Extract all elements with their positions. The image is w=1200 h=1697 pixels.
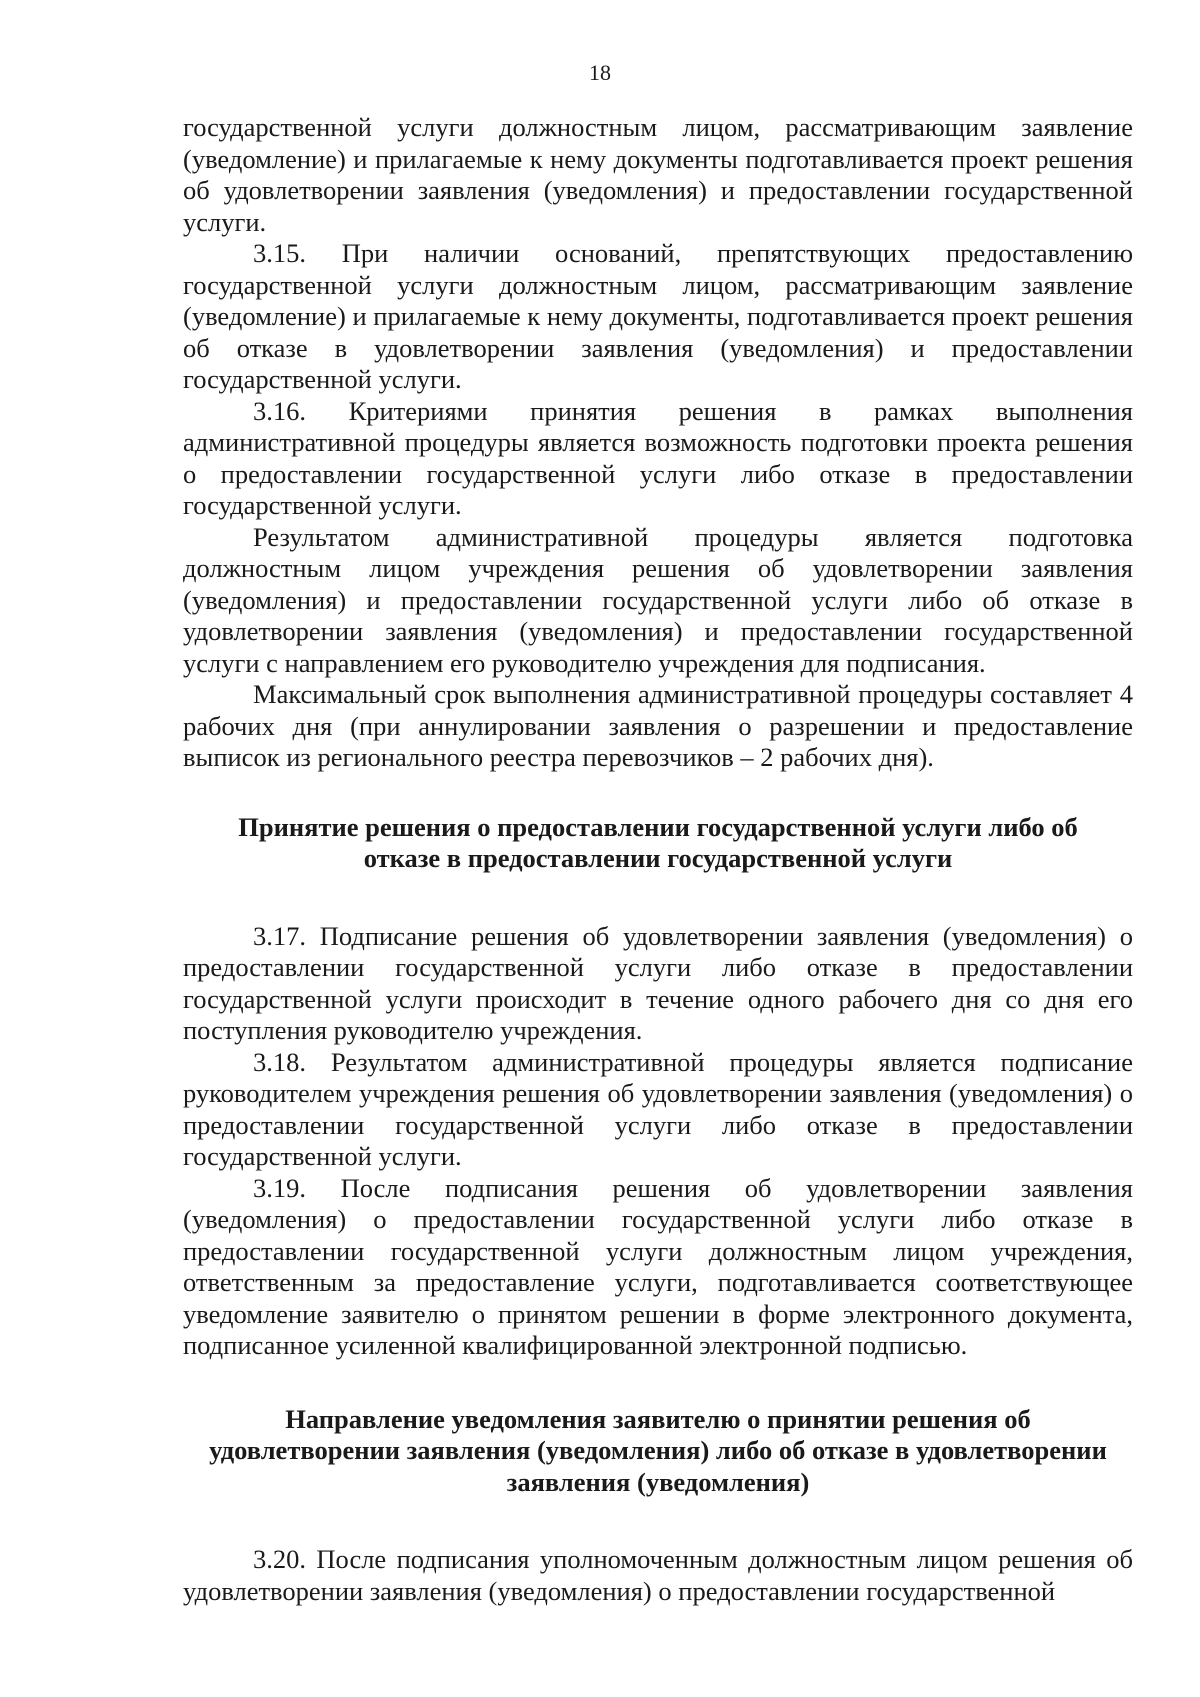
paragraph-max-term: Максимальный срок выполнения административной процедуры составляет 4 рабочих дня (при аннулировании заявления о разрешении и предоставление выписок из регионального реестра перевозчиков – 2 рабочих дня).	[183, 679, 1133, 772]
paragraph-3-20: 3.20. После подписания уполномоченным должностным лицом решения об удовлетворении заявления (уведомления) о предоставлении государственной	[183, 1544, 1133, 1606]
section-heading-line: отказе в предоставлении государственной услуги	[363, 843, 953, 873]
section-heading-line: удовлетворении заявления (уведомления) либо об отказе в удовлетворении	[209, 1435, 1107, 1465]
page-number: 18	[589, 60, 611, 85]
section-heading-line: заявления (уведомления)	[506, 1466, 810, 1497]
paragraph-3-19: 3.19. После подписания решения об удовлетворении заявления (уведомления) о предоставлении государственной услуги либо отказе в предоставлении государственной услуги должностным лицом учреждения, ответственным за предоставление услуги, подготавливается соответствующее уведомление заявителю о принятом решении в форме электронного документа, подписанное усиленной квалифицированной электронной подписью.	[183, 1172, 1133, 1360]
paragraph-continuation: государственной услуги должностным лицом, рассматривающим заявление (уведомление) и прилагаемые к нему документы подготавливается проект решения об удовлетворении заявления (уведомления) и предоставлении государственной услуги.	[183, 112, 1133, 237]
paragraph-result: Результатом административной процедуры является подготовка должностным лицом учреждения решения об удовлетворении заявления (уведомления) и предоставлении государственной услуги либо об отказе в удовлетворении заявления (уведомления) и предоставлении государственной услуги с направлением его руководителю учреждения для подписания.	[183, 521, 1133, 678]
section-heading-decision	[183, 812, 1133, 875]
paragraph-3-17: 3.17. Подписание решения об удовлетворении заявления (уведомления) о предоставлении государственной услуги либо отказе в предоставлении государственной услуги происходит в течение одного рабочего дня со дня его поступления руководителю учреждения.	[183, 920, 1133, 1045]
section-heading-line: Направление уведомления заявителю о принятии решения об	[285, 1403, 1031, 1434]
section-heading-notification	[183, 1404, 1133, 1499]
paragraph-3-18: 3.18. Результатом административной процедуры является подписание руководителем учреждения решения об удовлетворении заявления (уведомления) о предоставлении государственной услуги либо отказе в предоставлении государственной услуги.	[183, 1046, 1133, 1171]
document-body	[183, 112, 1133, 1607]
paragraph-3-15: 3.15. При наличии оснований, препятствующих предоставлению государственной услуги должностным лицом, рассматривающим заявление (уведомление) и прилагаемые к нему документы, подготавливается проект решения об отказе в удовлетворении заявления (уведомления) и предоставлении государственной услуги.	[183, 238, 1133, 394]
section-heading-line: Принятие решения о предоставлении государственной услуги либо об	[238, 811, 1078, 842]
paragraph-3-16: 3.16. Критериями принятия решения в рамках выполнения административной процедуры является возможность подготовки проекта решения о предоставлении государственной услуги либо отказе в предоставлении государственной услуги.	[183, 395, 1133, 520]
